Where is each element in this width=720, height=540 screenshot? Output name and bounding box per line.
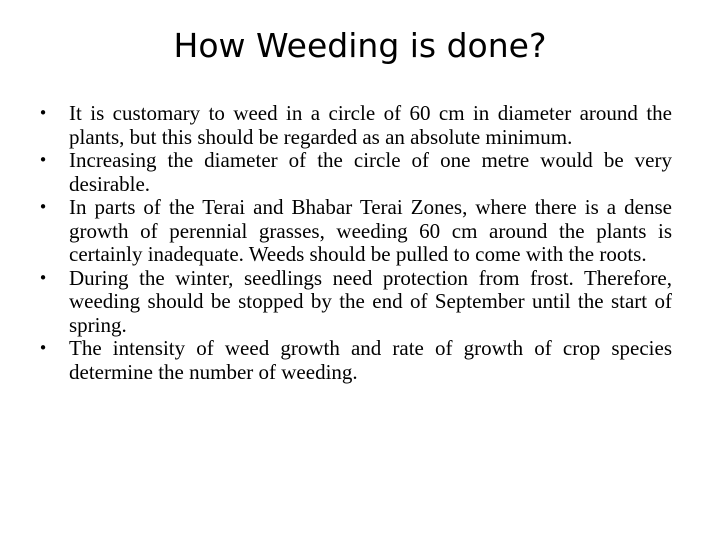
bullet-dot-icon: • xyxy=(38,104,48,122)
bullet-dot-icon: • xyxy=(38,151,48,169)
bullet-item xyxy=(36,149,672,196)
bullet-item xyxy=(36,196,672,267)
bullet-text: In parts of the Terai and Bhabar Terai Zones, where there is a dense growth of perennial grasses, weeding 60 cm around the plants is certainly inadequate. Weeds should be pulled to come with the roots. xyxy=(69,195,672,266)
slide-title: How Weeding is done? xyxy=(173,26,547,65)
bullet-text: It is customary to weed in a circle of 60 cm in diameter around the plants, but this should be regarded as an absolute minimum. xyxy=(69,101,672,149)
bullet-item xyxy=(36,267,672,338)
bullet-item xyxy=(36,337,672,384)
bullet-item xyxy=(36,102,672,149)
bullet-list xyxy=(36,102,672,384)
bullet-dot-icon: • xyxy=(38,268,48,287)
bullet-text: Increasing the diameter of the circle of one metre would be very desirable. xyxy=(69,148,672,196)
bullet-text: During the winter, seedlings need protection from frost. Therefore, weeding should be stopped by the end of September until the start of spring. xyxy=(69,265,672,337)
bullet-text: The intensity of weed growth and rate of growth of crop species determine the number of weeding. xyxy=(69,336,672,384)
bullet-dot-icon: • xyxy=(38,198,48,216)
bullet-dot-icon: • xyxy=(38,339,48,357)
